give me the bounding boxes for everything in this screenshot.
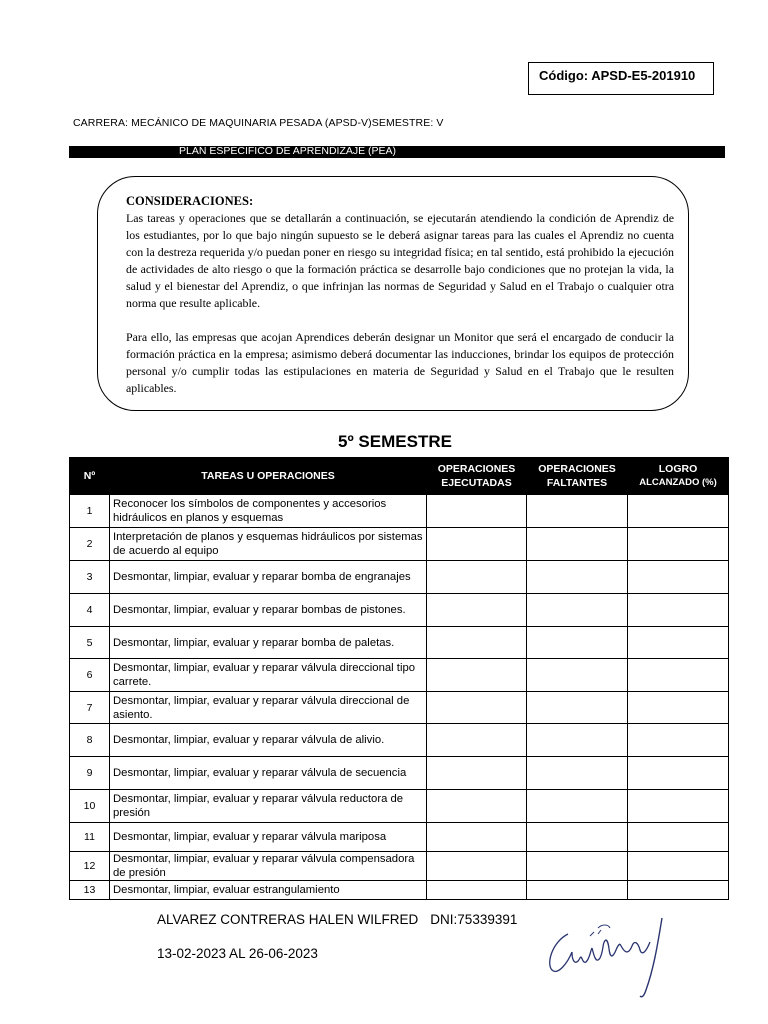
row-executed — [427, 659, 527, 692]
row-number: 6 — [70, 659, 110, 692]
student-info — [157, 912, 517, 927]
row-number: 9 — [70, 757, 110, 790]
signature-icon — [538, 912, 688, 1002]
semester-label: SEMESTRE: V — [371, 117, 444, 129]
table-row — [70, 528, 729, 561]
row-task: Desmontar, limpiar, evaluar y reparar bombas de pistones. — [110, 594, 427, 627]
row-task: Desmontar, limpiar, evaluar y reparar válvula reductora de presión — [110, 790, 427, 823]
row-task: Desmontar, limpiar, evaluar y reparar bomba de engranajes — [110, 561, 427, 594]
row-missing — [527, 495, 628, 528]
row-achieved — [628, 561, 729, 594]
table-row — [70, 692, 729, 724]
document-code: Código: APSD-E5-201910 — [539, 68, 696, 83]
row-achieved — [628, 495, 729, 528]
row-number: 7 — [70, 692, 110, 724]
row-number: 2 — [70, 528, 110, 561]
plan-title-bar — [69, 146, 725, 158]
row-task: Reconocer los símbolos de componentes y accesorios hidráulicos en planos y esquemas — [110, 495, 427, 528]
career-label: CARRERA: MECÁNICO DE MAQUINARIA PESADA (APSD-V) — [73, 117, 372, 129]
table-row — [70, 790, 729, 823]
row-missing — [527, 692, 628, 724]
header-executed: OPERACIONES EJECUTADAS — [427, 458, 527, 495]
row-number: 12 — [70, 852, 110, 881]
row-executed — [427, 561, 527, 594]
considerations-box — [97, 176, 689, 411]
document-code-box — [528, 62, 714, 95]
row-task: Desmontar, limpiar, evaluar y reparar válvula de alivio. — [110, 724, 427, 757]
table-row — [70, 757, 729, 790]
semester-title: 5º SEMESTRE — [338, 432, 452, 451]
header-achieved-line1: LOGRO — [658, 463, 698, 475]
row-achieved — [628, 852, 729, 881]
header-missing: OPERACIONES FALTANTES — [527, 458, 628, 495]
row-executed — [427, 692, 527, 724]
row-achieved — [628, 627, 729, 659]
row-achieved — [628, 823, 729, 852]
table-row — [70, 659, 729, 692]
table-row — [70, 881, 729, 900]
row-task: Desmontar, limpiar, evaluar y reparar válvula direccional de asiento. — [110, 692, 427, 724]
row-missing — [527, 852, 628, 881]
row-missing — [527, 757, 628, 790]
row-executed — [427, 790, 527, 823]
row-executed — [427, 852, 527, 881]
table-header-row — [70, 458, 729, 495]
row-missing — [527, 881, 628, 900]
table-row — [70, 724, 729, 757]
row-achieved — [628, 881, 729, 900]
student-dni: DNI:75339391 — [430, 912, 518, 927]
table-row — [70, 495, 729, 528]
row-achieved — [628, 692, 729, 724]
considerations-paragraph-1: Las tareas y operaciones que se detallarán a continuación, se ejecutarán atendiendo la condición de Aprendiz de los estudiantes, por lo que bajo ningún supuesto se le deberá asignar tareas para las cuales el Aprendiz no cuenta con la destreza requerida y/o puedan poner en riesgo su integridad física; en tal sentido, está prohibido la ejecución de actividades de alto riesgo o que la formación práctica se desarrolle bajo condiciones que no protejan la vida, la salud y el bienestar del Aprendiz, o que infrinjan las normas de Seguridad y Salud en el Trabajo o cualquier otra norma que resulte aplicable. — [126, 211, 674, 310]
plan-title: PLAN ESPECIFICO DE APRENDIZAJE (PEA) — [179, 145, 397, 157]
row-task: Desmontar, limpiar, evaluar y reparar válvula mariposa — [110, 823, 427, 852]
date-range: 13-02-2023 AL 26-06-2023 — [157, 946, 318, 961]
row-task: Desmontar, limpiar, evaluar estrangulamiento — [110, 881, 427, 900]
row-missing — [527, 659, 628, 692]
row-executed — [427, 627, 527, 659]
row-missing — [527, 790, 628, 823]
header-achieved-line2: ALCANZADO (%) — [639, 477, 717, 488]
header-num: Nº — [70, 458, 110, 495]
row-number: 8 — [70, 724, 110, 757]
row-number: 3 — [70, 561, 110, 594]
row-achieved — [628, 594, 729, 627]
row-missing — [527, 594, 628, 627]
considerations-paragraph-2: Para ello, las empresas que acojan Aprendices deberán designar un Monitor que será el encargado de conducir la formación práctica en la empresa; asimismo deberá documentar las inducciones, brindar los equipos de protección personal y/o cumplir todas las estipulaciones en materia de Seguridad y Salud en el Trabajo que le resulten aplicables. — [126, 330, 674, 395]
table-row — [70, 627, 729, 659]
row-missing — [527, 724, 628, 757]
row-executed — [427, 881, 527, 900]
table-row — [70, 594, 729, 627]
table-row — [70, 561, 729, 594]
row-task: Desmontar, limpiar, evaluar y reparar válvula direccional tipo carrete. — [110, 659, 427, 692]
row-task: Desmontar, limpiar, evaluar y reparar válvula compensadora de presión — [110, 852, 427, 881]
student-name: ALVAREZ CONTRERAS HALEN WILFRED — [157, 912, 419, 927]
row-achieved — [628, 659, 729, 692]
table-row — [70, 852, 729, 881]
career-line — [73, 117, 443, 129]
row-executed — [427, 724, 527, 757]
row-achieved — [628, 757, 729, 790]
row-achieved — [628, 724, 729, 757]
table-row — [70, 823, 729, 852]
header-achieved — [628, 458, 729, 495]
row-achieved — [628, 790, 729, 823]
row-executed — [427, 495, 527, 528]
row-achieved — [628, 528, 729, 561]
row-executed — [427, 528, 527, 561]
row-number: 10 — [70, 790, 110, 823]
row-task: Interpretación de planos y esquemas hidráulicos por sistemas de acuerdo al equipo — [110, 528, 427, 561]
row-missing — [527, 528, 628, 561]
row-number: 13 — [70, 881, 110, 900]
row-missing — [527, 561, 628, 594]
considerations-title: CONSIDERACIONES: — [126, 194, 254, 208]
header-task: TAREAS U OPERACIONES — [110, 458, 427, 495]
row-number: 4 — [70, 594, 110, 627]
row-executed — [427, 757, 527, 790]
row-missing — [527, 627, 628, 659]
row-number: 1 — [70, 495, 110, 528]
row-missing — [527, 823, 628, 852]
row-task: Desmontar, limpiar, evaluar y reparar válvula de secuencia — [110, 757, 427, 790]
row-executed — [427, 594, 527, 627]
row-executed — [427, 823, 527, 852]
row-number: 11 — [70, 823, 110, 852]
tasks-table — [69, 457, 729, 900]
row-task: Desmontar, limpiar, evaluar y reparar bomba de paletas. — [110, 627, 427, 659]
row-number: 5 — [70, 627, 110, 659]
